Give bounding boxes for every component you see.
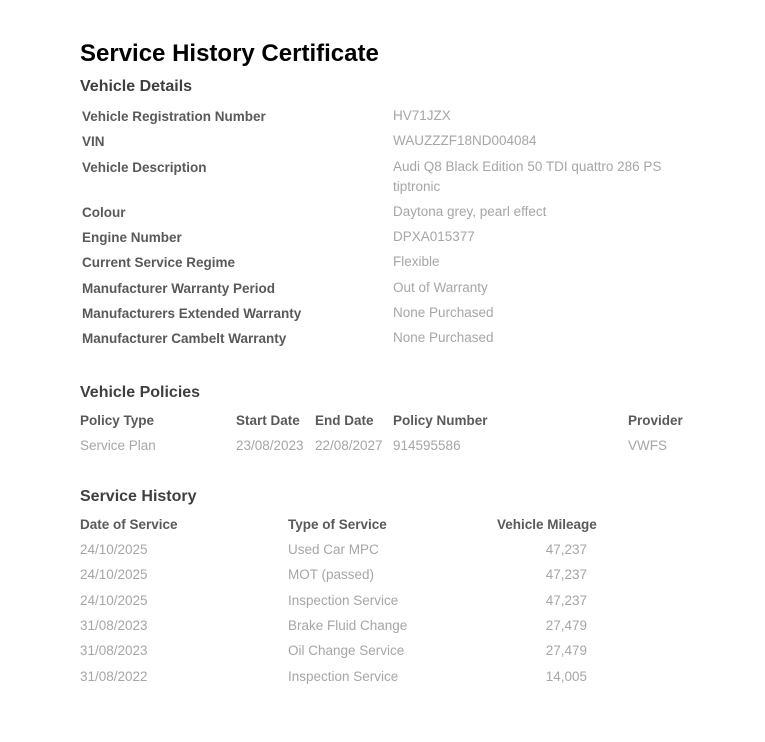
detail-label-engine-number: Engine Number: [82, 230, 182, 245]
history-row-mileage: 14,005: [545, 669, 587, 684]
history-col-mileage: Vehicle Mileage: [497, 517, 597, 532]
detail-label-colour: Colour: [82, 205, 126, 220]
detail-label-registration: Vehicle Registration Number: [82, 109, 266, 124]
history-row-type: Used Car MPC: [288, 542, 379, 557]
history-row-date: 24/10/2025: [80, 567, 148, 582]
policy-cell-start-date: 23/08/2023: [236, 438, 304, 453]
detail-value-colour: Daytona grey, pearl effect: [393, 204, 547, 219]
history-row-type: Oil Change Service: [288, 643, 405, 658]
detail-label-description: Vehicle Description: [82, 160, 207, 175]
policies-col-end-date: End Date: [315, 413, 374, 428]
policies-col-start-date: Start Date: [236, 413, 300, 428]
history-row-mileage: 47,237: [545, 593, 587, 608]
detail-value-registration: HV71JZX: [393, 108, 451, 123]
policy-cell-type: Service Plan: [80, 438, 156, 453]
history-col-type: Type of Service: [288, 517, 387, 532]
history-row-type: Inspection Service: [288, 593, 399, 608]
detail-value-warranty-period: Out of Warranty: [393, 280, 488, 295]
detail-value-extended-warranty: None Purchased: [393, 305, 494, 320]
detail-label-extended-warranty: Manufacturers Extended Warranty: [82, 306, 302, 321]
detail-value-description: Audi Q8 Black Edition 50 TDI quattro 286 PS tiptronic: [393, 159, 662, 194]
history-row-date: 31/08/2022: [80, 669, 148, 684]
detail-label-vin: VIN: [82, 134, 105, 149]
history-row-date: 31/08/2023: [80, 643, 148, 658]
detail-label-service-regime: Current Service Regime: [82, 255, 236, 270]
page-title: Service History Certificate: [80, 40, 379, 67]
detail-label-cambelt-warranty: Manufacturer Cambelt Warranty: [82, 331, 287, 346]
service-history-heading: Service History: [80, 488, 197, 505]
history-row-date: 24/10/2025: [80, 542, 148, 557]
history-row-date: 31/08/2023: [80, 618, 148, 633]
history-row-type: Inspection Service: [288, 669, 399, 684]
detail-label-warranty-period: Manufacturer Warranty Period: [82, 281, 276, 296]
vehicle-policies-heading: Vehicle Policies: [80, 384, 201, 401]
detail-value-service-regime: Flexible: [393, 254, 440, 269]
history-col-date: Date of Service: [80, 517, 178, 532]
policies-col-provider: Provider: [628, 413, 683, 428]
history-row-mileage: 27,479: [545, 643, 587, 658]
detail-value-vin: WAUZZZF18ND004084: [393, 133, 537, 148]
history-row-mileage: 47,237: [545, 542, 587, 557]
history-row-type: Brake Fluid Change: [288, 618, 408, 633]
history-row-type: MOT (passed): [288, 567, 375, 582]
policy-cell-provider: VWFS: [628, 438, 667, 453]
policies-col-policy-number: Policy Number: [393, 413, 488, 428]
detail-value-engine-number: DPXA015377: [393, 229, 475, 244]
policies-col-policy-type: Policy Type: [80, 413, 155, 428]
history-row-mileage: 47,237: [545, 567, 587, 582]
detail-value-cambelt-warranty: None Purchased: [393, 330, 494, 345]
vehicle-details-heading: Vehicle Details: [80, 78, 193, 95]
history-row-date: 24/10/2025: [80, 593, 148, 608]
policy-cell-number: 914595586: [393, 438, 461, 453]
policy-cell-end-date: 22/08/2027: [315, 438, 383, 453]
history-row-mileage: 27,479: [545, 618, 587, 633]
